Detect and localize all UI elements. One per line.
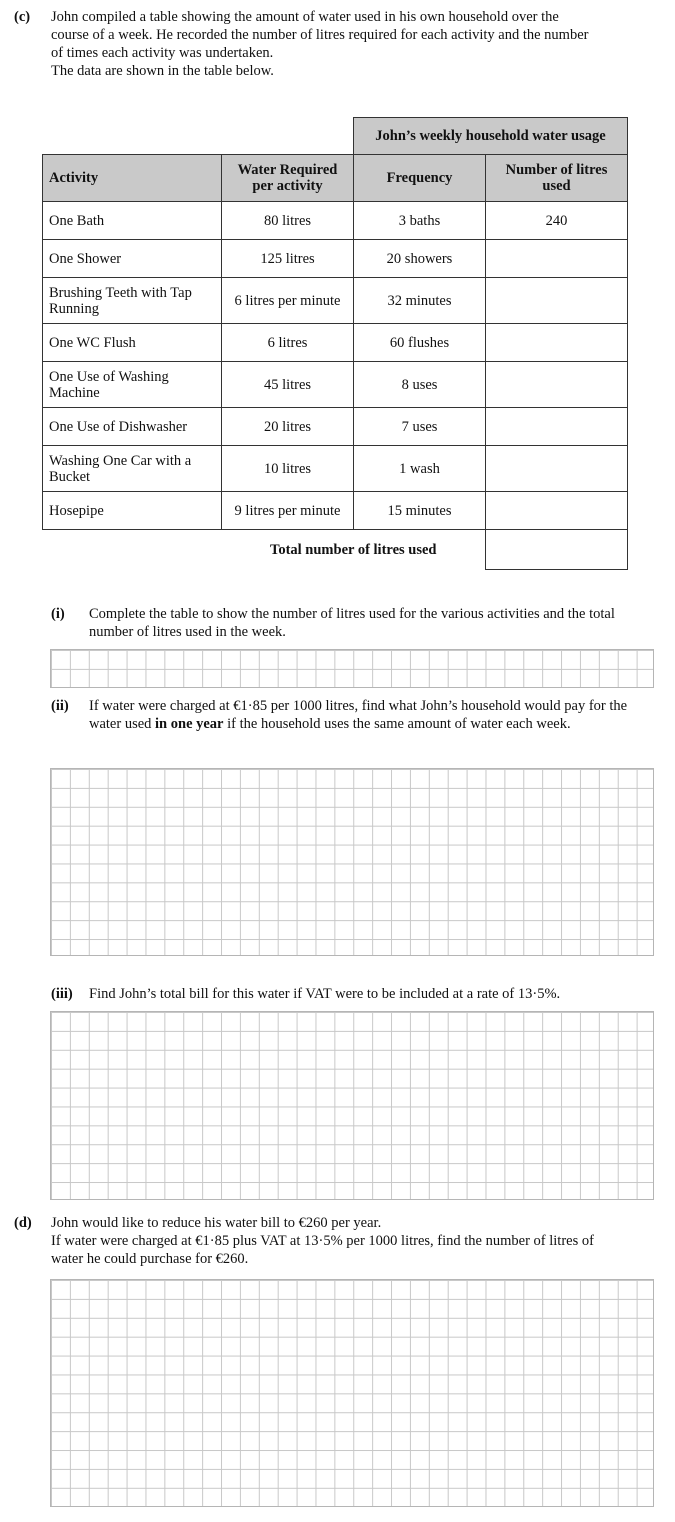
cell-water: 80 litres (222, 202, 354, 240)
cell-activity: Hosepipe (43, 492, 222, 530)
part-d-line: water he could purchase for €260. (51, 1251, 249, 1267)
cell-litres[interactable] (486, 362, 628, 408)
table-row (43, 202, 628, 240)
part-c-label: (c) (14, 9, 31, 25)
q-ii-text-bold: in one year (155, 716, 224, 732)
header-frequency: Frequency (354, 155, 486, 202)
cell-litres[interactable] (486, 278, 628, 324)
cell-activity: One Use of Washing Machine (43, 362, 222, 408)
q-i-label: (i) (51, 606, 65, 622)
cell-activity: One Shower (43, 240, 222, 278)
cell-water: 45 litres (222, 362, 354, 408)
cell-water: 10 litres (222, 446, 354, 492)
cell-activity: One Use of Dishwasher (43, 408, 222, 446)
part-c-line: John compiled a table showing the amount of water used in his own household over the (51, 9, 559, 25)
cell-activity: One WC Flush (43, 324, 222, 362)
cell-frequency: 20 showers (354, 240, 486, 278)
total-litres-label: Total number of litres used (222, 530, 486, 570)
cell-litres[interactable] (486, 492, 628, 530)
cell-frequency: 32 minutes (354, 278, 486, 324)
cell-activity: One Bath (43, 202, 222, 240)
water-usage-table (42, 117, 628, 570)
table-row (43, 362, 628, 408)
cell-frequency: 15 minutes (354, 492, 486, 530)
cell-litres[interactable] (486, 324, 628, 362)
cell-litres[interactable]: 240 (486, 202, 628, 240)
cell-litres[interactable] (486, 240, 628, 278)
cell-water: 9 litres per minute (222, 492, 354, 530)
cell-water: 6 litres per minute (222, 278, 354, 324)
table-row (43, 408, 628, 446)
cell-water: 20 litres (222, 408, 354, 446)
header-water-required: Water Required per activity (222, 155, 354, 202)
cell-litres[interactable] (486, 446, 628, 492)
answer-grid-iii[interactable] (50, 1011, 654, 1200)
table-row (43, 324, 628, 362)
table-row (43, 278, 628, 324)
part-c-line: The data are shown in the table below. (51, 63, 274, 79)
total-litres-cell[interactable] (486, 530, 628, 570)
part-c-intro (51, 8, 671, 80)
cell-frequency: 7 uses (354, 408, 486, 446)
q-iii-text: Find John’s total bill for this water if VAT were to be included at a rate of 13·5%. (89, 986, 561, 1002)
part-c-line: course of a week. He recorded the number of litres required for each activity and the number (51, 27, 589, 43)
cell-activity: Washing One Car with a Bucket (43, 446, 222, 492)
q-ii-text (89, 697, 649, 733)
part-c-line: of times each activity was undertaken. (51, 45, 274, 61)
answer-grid-ii[interactable] (50, 768, 654, 956)
table-caption: John’s weekly household water usage (354, 118, 628, 155)
q-iii-label: (iii) (51, 986, 73, 1002)
table-row (43, 446, 628, 492)
cell-water: 6 litres (222, 324, 354, 362)
part-d-line: If water were charged at €1·85 plus VAT at 13·5% per 1000 litres, find the number of litres of (51, 1233, 594, 1249)
cell-frequency: 1 wash (354, 446, 486, 492)
part-d-label: (d) (14, 1215, 32, 1231)
cell-litres[interactable] (486, 408, 628, 446)
cell-water: 125 litres (222, 240, 354, 278)
header-activity: Activity (43, 155, 222, 202)
part-d-line: John would like to reduce his water bill to €260 per year. (51, 1215, 382, 1231)
part-d-text (51, 1214, 671, 1268)
answer-grid-i[interactable] (50, 649, 654, 688)
q-ii-text-after: if the household uses the same amount of water each week. (223, 716, 571, 732)
q-ii-label: (ii) (51, 698, 69, 714)
cell-frequency: 60 flushes (354, 324, 486, 362)
header-litres-used: Number of litres used (486, 155, 628, 202)
q-i-text: Complete the table to show the number of litres used for the various activities and the total number of litres used in the week. (89, 606, 615, 640)
cell-frequency: 3 baths (354, 202, 486, 240)
q-ii-text-before: If water were charged at €1·85 per 1000 litres, find what John’s household would pay for the water used (89, 698, 628, 732)
table-row (43, 240, 628, 278)
table-row (43, 492, 628, 530)
cell-activity: Brushing Teeth with Tap Running (43, 278, 222, 324)
cell-frequency: 8 uses (354, 362, 486, 408)
answer-grid-d[interactable] (50, 1279, 654, 1507)
